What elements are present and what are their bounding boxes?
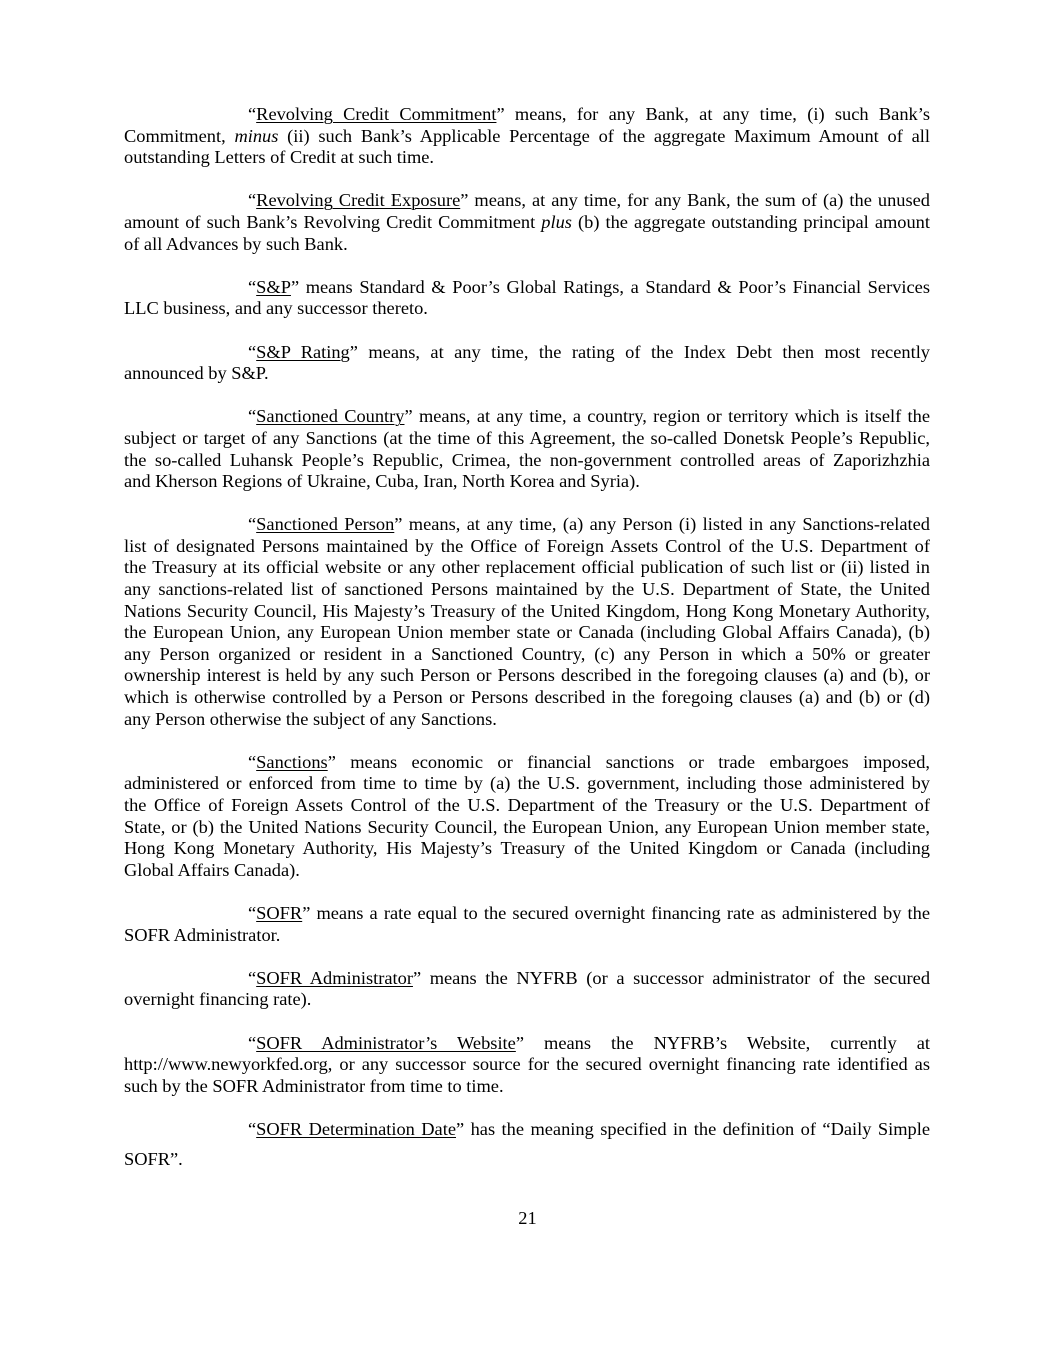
definition-text: ” means the NYFRB (or a successor administrator of the secured [412,967,931,988]
definition-text: ” means, for any Bank, at any time, (i) such Bank’s [496,104,930,124]
definition-line [124,1033,930,1055]
definition-line: any Person otherwise the subject of any Sanctions. [124,708,497,729]
definition-text: ” means, at any time, a country, region or territory which is itself the [404,406,930,427]
definition-line: State, or (b) the United Nations Security Council, the European Union, any European Union member state, [124,816,930,837]
definition-revolving-credit-commitment [124,104,930,169]
open-quote: “ [248,1032,257,1053]
definition-line: overnight financing rate). [124,989,312,1010]
open-quote: “ [248,514,257,535]
definition-line: the Office of Foreign Assets Control of the U.S. Department of the Treasury or the U.S. Department of [124,795,930,815]
definition-line: which is otherwise controlled by a Person or Persons described in the foregoing clauses (a) and (b) or (d) [124,687,930,708]
definition-line [124,1119,930,1141]
defined-term: S&P [256,276,291,297]
definition-line [124,752,930,774]
italic-text: plus [541,211,572,232]
italic-text: minus [234,125,279,146]
definition-line: the Treasury at its official website or any other replacement official publication of such list or (ii) listed in [124,557,930,578]
definition-text: ” means, at any time, (a) any Person (i) listed in any Sanctions-related [394,514,930,535]
definition-sanctioned-country [124,406,930,492]
definition-line [124,342,930,364]
defined-term: Sanctioned Person [256,514,395,535]
definition-line: http://www.newyorkfed.org, or any successor source for the secured overnight financing rate identified as [124,1054,930,1075]
open-quote: “ [248,104,257,124]
definition-sofr-administrator [124,968,930,1011]
open-quote: “ [248,902,257,923]
open-quote: “ [248,190,257,211]
definition-line: SOFR”. [124,1148,183,1169]
definition-line: any Person organized or resident in a Sanctioned Country, (c) any Person in which a 50% or greater [124,643,930,664]
defined-term: Revolving Credit Exposure [256,190,461,211]
definition-line: and Kherson Regions of Ukraine, Cuba, Iran, North Korea and Syria). [124,471,640,492]
definition-line: outstanding Letters of Credit at such time. [124,147,435,168]
page-number: 21 [518,1208,537,1228]
definition-text: ” has the meaning specified in the definition of “Daily Simple [456,1118,930,1139]
definition-line: any sanctions-related list of sanctioned Persons maintained by the U.S. Department of State, the United [124,579,930,600]
definition-line: the so-called Luhansk People’s Republic, Crimea, the non-government controlled areas of Zaporizhzhia [124,449,930,470]
definition-line [124,212,930,234]
definition-line: list of designated Persons maintained by the Office of Foreign Assets Control of the U.S. Department of [124,535,930,556]
definition-line [124,406,930,428]
definition-line: announced by S&P. [124,363,269,384]
defined-term: Revolving Credit Commitment [256,104,497,124]
definition-line: such by the SOFR Administrator from time to time. [124,1075,504,1096]
definition-line [124,514,930,536]
definition-sofr [124,903,930,946]
definition-text: ” means Standard & Poor’s Global Ratings, a Standard & Poor’s Financial Services [290,276,930,297]
definition-line: Hong Kong Monetary Authority, His Majesty’s Treasury of the United Kingdom or Canada (including [124,838,930,859]
definition-text: ” means a rate equal to the secured overnight financing rate as administered by the [302,902,930,923]
definition-line: Global Affairs Canada). [124,859,300,880]
defined-term: SOFR [256,902,303,923]
definition-s-and-p-rating [124,342,930,385]
definition-sofr-administrators-website [124,1033,930,1098]
definition-line [124,903,930,925]
definition-line: subject or target of any Sanctions (at the time of this Agreement, the so-called Donetsk People’s Republic, [124,427,930,448]
document-body [124,104,930,1192]
open-quote: “ [248,341,257,362]
defined-term: SOFR Administrator [256,967,413,988]
definition-line: of all Advances by such Bank. [124,233,348,254]
definition-text: (b) the aggregate outstanding principal amount [571,211,930,232]
open-quote: “ [248,751,257,772]
definition-line [124,104,930,126]
definition-text: ” means, at any time, for any Bank, the sum of (a) the unused [460,190,930,211]
definition-line: administered or enforced from time to time by (a) the U.S. government, including those administered by [124,773,930,794]
definition-sofr-determination-date [124,1119,930,1171]
definition-sanctions [124,752,930,882]
definition-text: Commitment, [124,125,235,146]
definition-text: ” means economic or financial sanctions or trade embargoes imposed, [327,751,930,772]
defined-term: Sanctioned Country [256,406,405,427]
definition-line: LLC business, and any successor thereto. [124,298,428,319]
definition-text: (ii) such Bank’s Applicable Percentage of the aggregate Maximum Amount of all [278,125,930,146]
definition-s-and-p [124,277,930,320]
definition-line [124,190,930,212]
definition-line: the European Union, any European Union member state or Canada (including Global Affairs Canada), (b) [124,622,930,643]
definition-line: ownership interest is held by any such Person or Persons described in the foregoing clauses (a) and (b), or [124,665,930,686]
definition-revolving-credit-exposure [124,190,930,255]
defined-term: SOFR Determination Date [256,1118,456,1139]
defined-term: SOFR Administrator’s Website [256,1032,516,1053]
defined-term: Sanctions [256,751,328,772]
definition-line: SOFR Administrator. [124,924,281,945]
definition-line [124,126,930,148]
definition-text: amount of such Bank’s Revolving Credit Commitment [124,211,542,232]
definition-text: ” means, at any time, the rating of the Index Debt then most recently [349,341,930,362]
open-quote: “ [248,967,257,988]
definition-line [124,277,930,299]
open-quote: “ [248,276,257,297]
definition-line: Nations Security Council, His Majesty’s Treasury of the United Kingdom, Hong Kong Monetary Authority, [124,600,930,621]
open-quote: “ [248,406,257,427]
definition-sanctioned-person [124,514,930,730]
definition-line [124,968,930,990]
defined-term: S&P Rating [256,341,350,362]
definition-text: ” means the NYFRB’s Website, currently at [515,1032,930,1053]
open-quote: “ [248,1118,257,1139]
